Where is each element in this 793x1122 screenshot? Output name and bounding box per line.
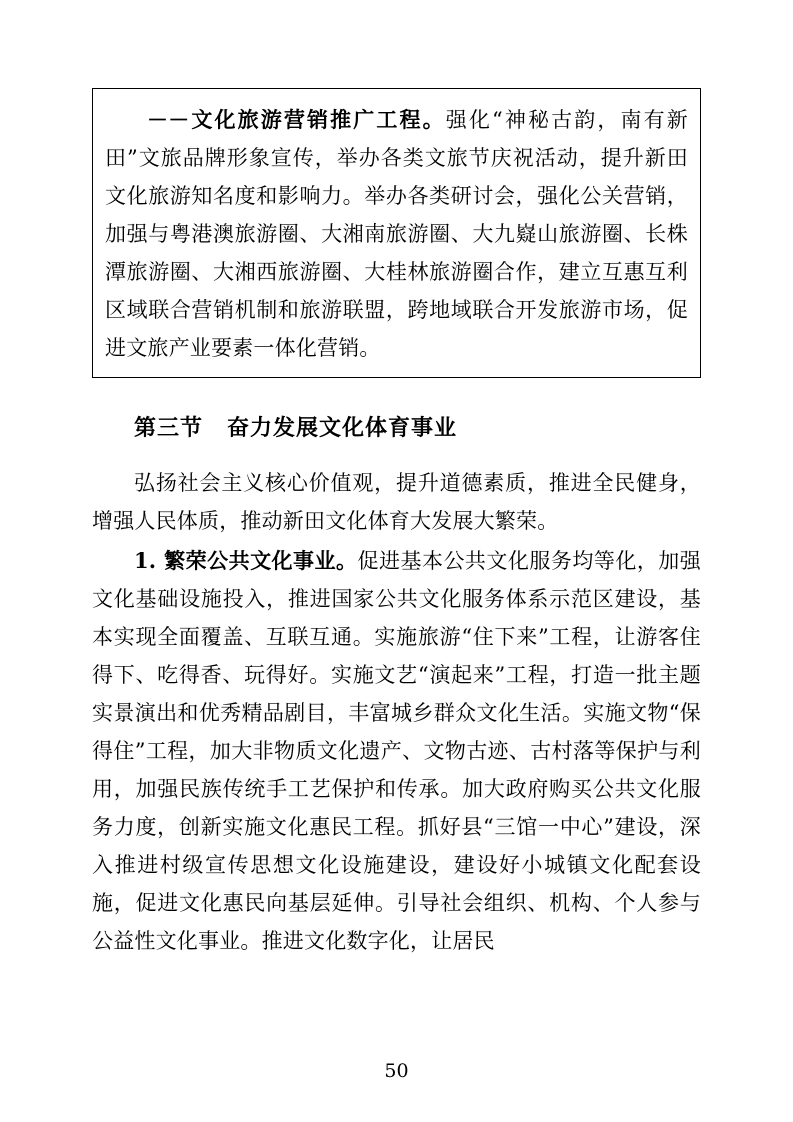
boxed-callout-paragraph [92, 88, 701, 378]
page-number: 50 [384, 1060, 409, 1082]
boxed-paragraph-text [105, 101, 688, 367]
paragraph-item-1 [92, 542, 701, 960]
paragraph-item-1-text [92, 542, 701, 960]
boxed-paragraph-lead: －－文化旅游营销推广工程。 [147, 107, 446, 132]
paragraph-item-1-body: 促进基本公共文化服务均等化，加强文化基础设施投入，推进国家公共文化服务体系示范区建设，基本实现全面覆盖、互联互通。实施旅游“住下来”工程，让游客住得下、吃得香、玩得好。实施文艺“演起来”工程，打造一批主题实景演出和优秀精品剧目，丰富城乡群众文化生活。实施文物“保得住”工程，加大非物质文化遗产、文物古迹、古村落等保护与利用，加强民族传统手工艺保护和传承。加大政府购买公共文化服务力度，创新实施文化惠民工程。抓好县“三馆一中心”建设，深入推进村级宣传思想文化设施建设，建设好小城镇文化配套设施，促进文化惠民向基层延伸。引导社会组织、机构、个人参与公益性文化事业。推进文化数字化，让居民 [92, 549, 701, 953]
section-heading-title: 奋力发展文化体育事业 [227, 415, 458, 441]
section-heading-number: 第三节 [134, 415, 204, 441]
paragraph-item-1-lead: 1. 繁荣公共文化事业。 [134, 548, 358, 573]
boxed-paragraph-body: 强化“神秘古韵，南有新田”文旅品牌形象宣传，举办各类文旅节庆祝活动，提升新田文化旅游知名度和影响力。举办各类研讨会，强化公关营销，加强与粤港澳旅游圈、大湘南旅游圈、大九嶷山旅游圈、长株潭旅游圈、大湘西旅游圈、大桂林旅游圈合作，建立互惠互利区域联合营销机制和旅游联盟，跨地域联合开发旅游市场，促进文旅产业要素一体化营销。 [105, 108, 688, 360]
section-heading [92, 408, 701, 448]
paragraph-intro [92, 464, 701, 540]
paragraph-intro-text: 弘扬社会主义核心价值观，提升道德素质，推进全民健身，增强人民体质，推动新田文化体育大发展大繁荣。 [92, 471, 701, 533]
